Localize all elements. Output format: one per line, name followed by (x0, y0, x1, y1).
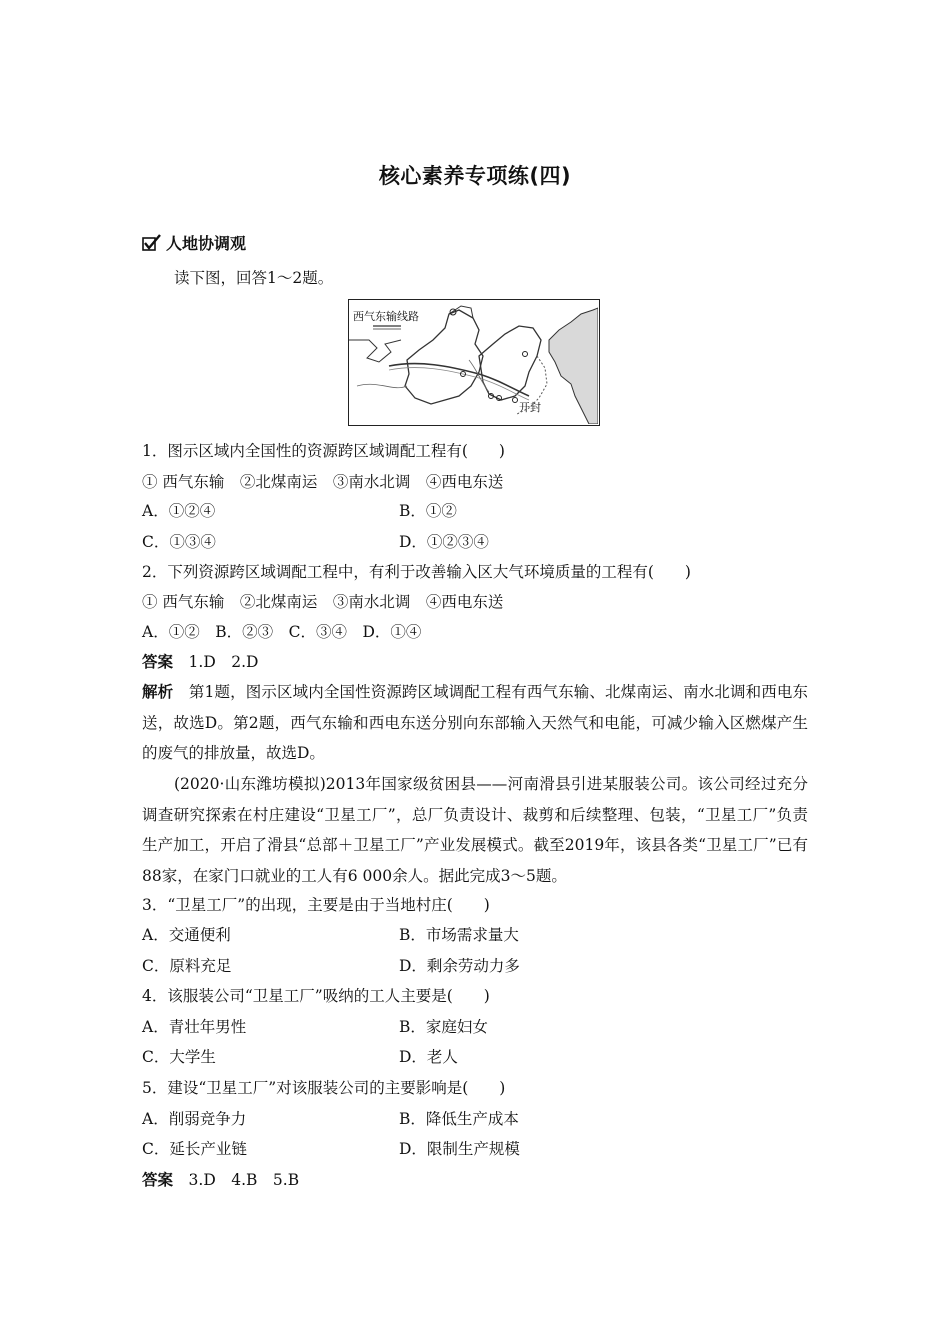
q2-options: A．①② B．②③ C．③④ D．①④ (142, 623, 422, 641)
q1-option-a: A．①②④ (142, 502, 216, 520)
q4-option-b: B．家庭妇女 (399, 1018, 488, 1036)
analysis-text: 第1题，图示区域内全国性资源跨区域调配工程有西气东输、北煤南运、南水北调和西电东送，故选D。第2题，西气东输和西电东送分别向东部输入天然气和电能，可减少输入区燃煤产生的废气的排放量，故选D。 (142, 683, 808, 762)
passage-text: (2020·山东潍坊模拟)2013年国家级贫困县——河南滑县引进某服装公司。该公司经过充分调查研究探索在村庄建设“卫星工厂”，总厂负责设计、裁剪和后续整理、包装，“卫星工厂”负责生产加工，开启了滑县“总部＋卫星工厂”产业发展模式。截至2019年，该县各类“卫星工厂”已有88家，在家门口就业的工人有6 000余人。据此完成3～5题。 (142, 775, 808, 885)
answer-1-2 (142, 652, 258, 672)
q5-option-d: D．限制生产规模 (399, 1140, 520, 1158)
q1-option-c: C．①③④ (142, 533, 216, 551)
answer-text-2: 3.D 4.B 5.B (188, 1171, 300, 1189)
answer-label-2: 答案 (142, 1171, 174, 1189)
q3-option-a: A．交通便利 (142, 926, 231, 944)
q1-option-d: D．①②③④ (399, 533, 489, 551)
q1-stem: 1．图示区域内全国性的资源跨区域调配工程有( ) (142, 442, 505, 460)
map-figure (348, 299, 600, 426)
intro-text: 读下图，回答1～2题。 (174, 269, 334, 287)
q5-stem: 5．建设“卫星工厂”对该服装公司的主要影响是( ) (142, 1079, 506, 1097)
analysis-paragraph (142, 677, 808, 769)
q4-option-c: C．大学生 (142, 1048, 216, 1066)
section-heading (142, 231, 246, 254)
section-label: 人地协调观 (166, 234, 247, 253)
q3-option-d: D．剩余劳动力多 (399, 957, 520, 975)
q5-option-a: A．削弱竞争力 (142, 1110, 247, 1128)
q4-stem: 4．该服装公司“卫星工厂”吸纳的工人主要是( ) (142, 987, 490, 1005)
answer-text: 1.D 2.D (188, 653, 259, 671)
passage-paragraph (142, 769, 808, 891)
q5-option-c: C．延长产业链 (142, 1140, 247, 1158)
page-title: 核心素养专项练(四) (378, 164, 572, 188)
answer-label: 答案 (142, 653, 174, 671)
q1-items: ① 西气东输 ②北煤南运 ③南水北调 ④西电东送 (142, 473, 504, 491)
analysis-label: 解析 (142, 683, 174, 701)
checkbox-checked-icon (142, 234, 162, 252)
q5-option-b: B．降低生产成本 (399, 1110, 519, 1128)
q3-stem: 3．“卫星工厂”的出现，主要是由于当地村庄( ) (142, 896, 490, 914)
map-city-label: 开封 (519, 401, 541, 414)
q3-option-b: B．市场需求量大 (399, 926, 519, 944)
q3-option-c: C．原料充足 (142, 957, 232, 975)
q4-option-a: A．青壮年男性 (142, 1018, 247, 1036)
answer-3-5 (142, 1170, 299, 1190)
q4-option-d: D．老人 (399, 1048, 458, 1066)
q2-items: ① 西气东输 ②北煤南运 ③南水北调 ④西电东送 (142, 593, 504, 611)
q1-option-b: B．①② (399, 502, 457, 520)
map-legend-label: 西气东输线路 (353, 310, 419, 323)
q2-stem: 2．下列资源跨区域调配工程中，有利于改善输入区大气环境质量的工程有( ) (142, 563, 691, 581)
